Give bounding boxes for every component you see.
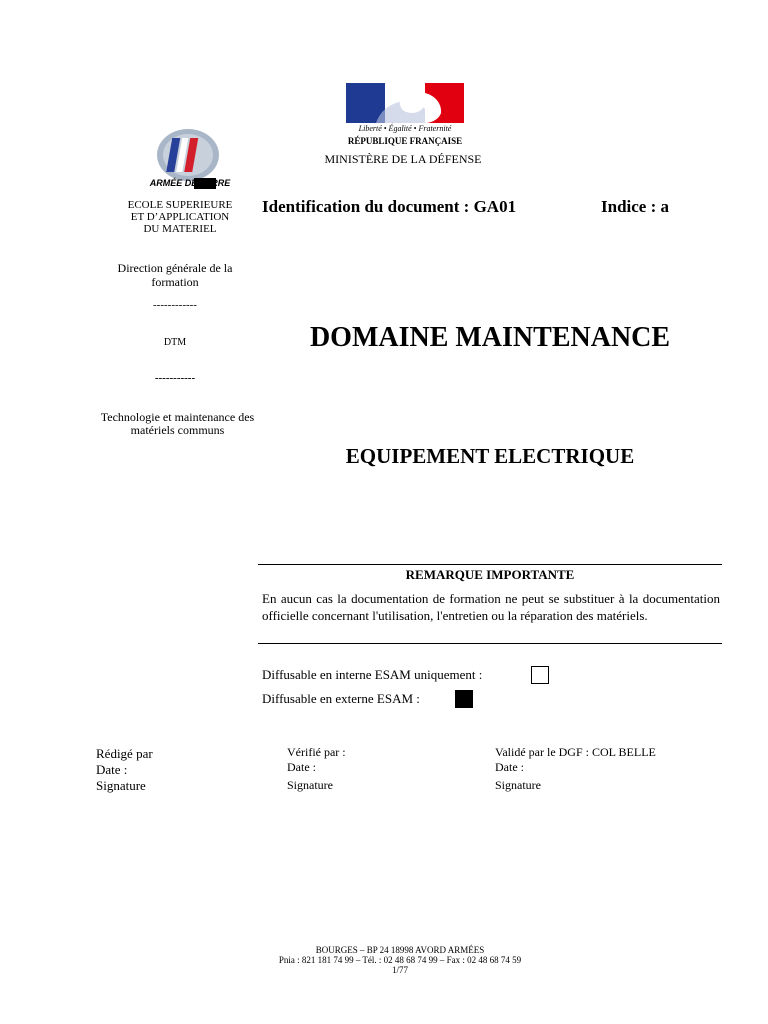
- diffusion-external-checkbox[interactable]: [455, 690, 473, 708]
- document-indice: Indice : a: [601, 197, 669, 216]
- signature-col-verifie: [287, 745, 346, 793]
- redige-date: Date :: [96, 762, 128, 777]
- remark-top-rule: [258, 564, 722, 565]
- subject-title: EQUIPEMENT ELECTRIQUE: [345, 444, 635, 468]
- document-identification: Identification du document : GA01: [262, 197, 517, 216]
- verifie-role: Vérifié par :: [287, 745, 346, 759]
- marianne-logo: [346, 83, 464, 123]
- diffusion-internal-checkbox[interactable]: [531, 666, 549, 684]
- redige-role: Rédigé par: [96, 746, 153, 761]
- armee-de-terre-text: ARMÉE DE TERRE: [149, 178, 231, 188]
- sidebar-separator-2: -----------: [154, 372, 196, 384]
- valide-role: Validé par le DGF : COL BELLE: [495, 745, 656, 759]
- school-name-line2: ET D’APPLICATION: [130, 211, 230, 223]
- remark-bottom-rule: [258, 643, 722, 644]
- footer-contacts: Pnia : 821 181 74 99 – Tél. : 02 48 68 74 99 – Fax : 02 48 68 74 59: [278, 955, 522, 965]
- verifie-date: Date :: [287, 760, 316, 774]
- diffusion-internal-label: Diffusable en interne ESAM uniquement :: [262, 667, 483, 682]
- page-number: 1/77: [391, 965, 408, 975]
- diffusion-external-label: Diffusable en externe ESAM :: [262, 691, 420, 706]
- signature-col-valide: [495, 745, 656, 793]
- valide-signature: Signature: [495, 778, 541, 792]
- footer: [200, 945, 600, 975]
- footer-address: BOURGES – BP 24 18998 AVORD ARMÉES: [315, 945, 485, 955]
- direction-generale: Direction générale de la formation: [117, 261, 233, 289]
- valide-date: Date :: [495, 760, 524, 774]
- ministry-title: MINISTÈRE DE LA DÉFENSE: [324, 152, 482, 166]
- republique-francaise: RÉPUBLIQUE FRANÇAISE: [347, 136, 463, 146]
- remark-heading: REMARQUE IMPORTANTE: [405, 567, 575, 582]
- school-name: [125, 199, 235, 235]
- dtm-label: DTM: [163, 337, 187, 348]
- marianne-motto: Liberté • Égalité • Fraternité: [358, 124, 452, 133]
- school-name-line3: DU MATERIEL: [143, 223, 217, 235]
- school-name-line1: ECOLE SUPERIEURE: [127, 199, 233, 211]
- domain-title: DOMAINE MAINTENANCE: [309, 322, 671, 353]
- technology-label: Technologie et maintenance des matériels communs: [100, 410, 255, 437]
- sidebar-separator-1: ------------: [153, 299, 197, 311]
- verifie-signature: Signature: [287, 778, 333, 792]
- signature-col-redige: [96, 746, 153, 794]
- remark-body: En aucun cas la documentation de formation ne peut se substituer à la documentation officielle concernant l'utilisation, l'entretien ou la réparation des matériels.: [262, 591, 720, 623]
- redige-signature: Signature: [96, 778, 146, 793]
